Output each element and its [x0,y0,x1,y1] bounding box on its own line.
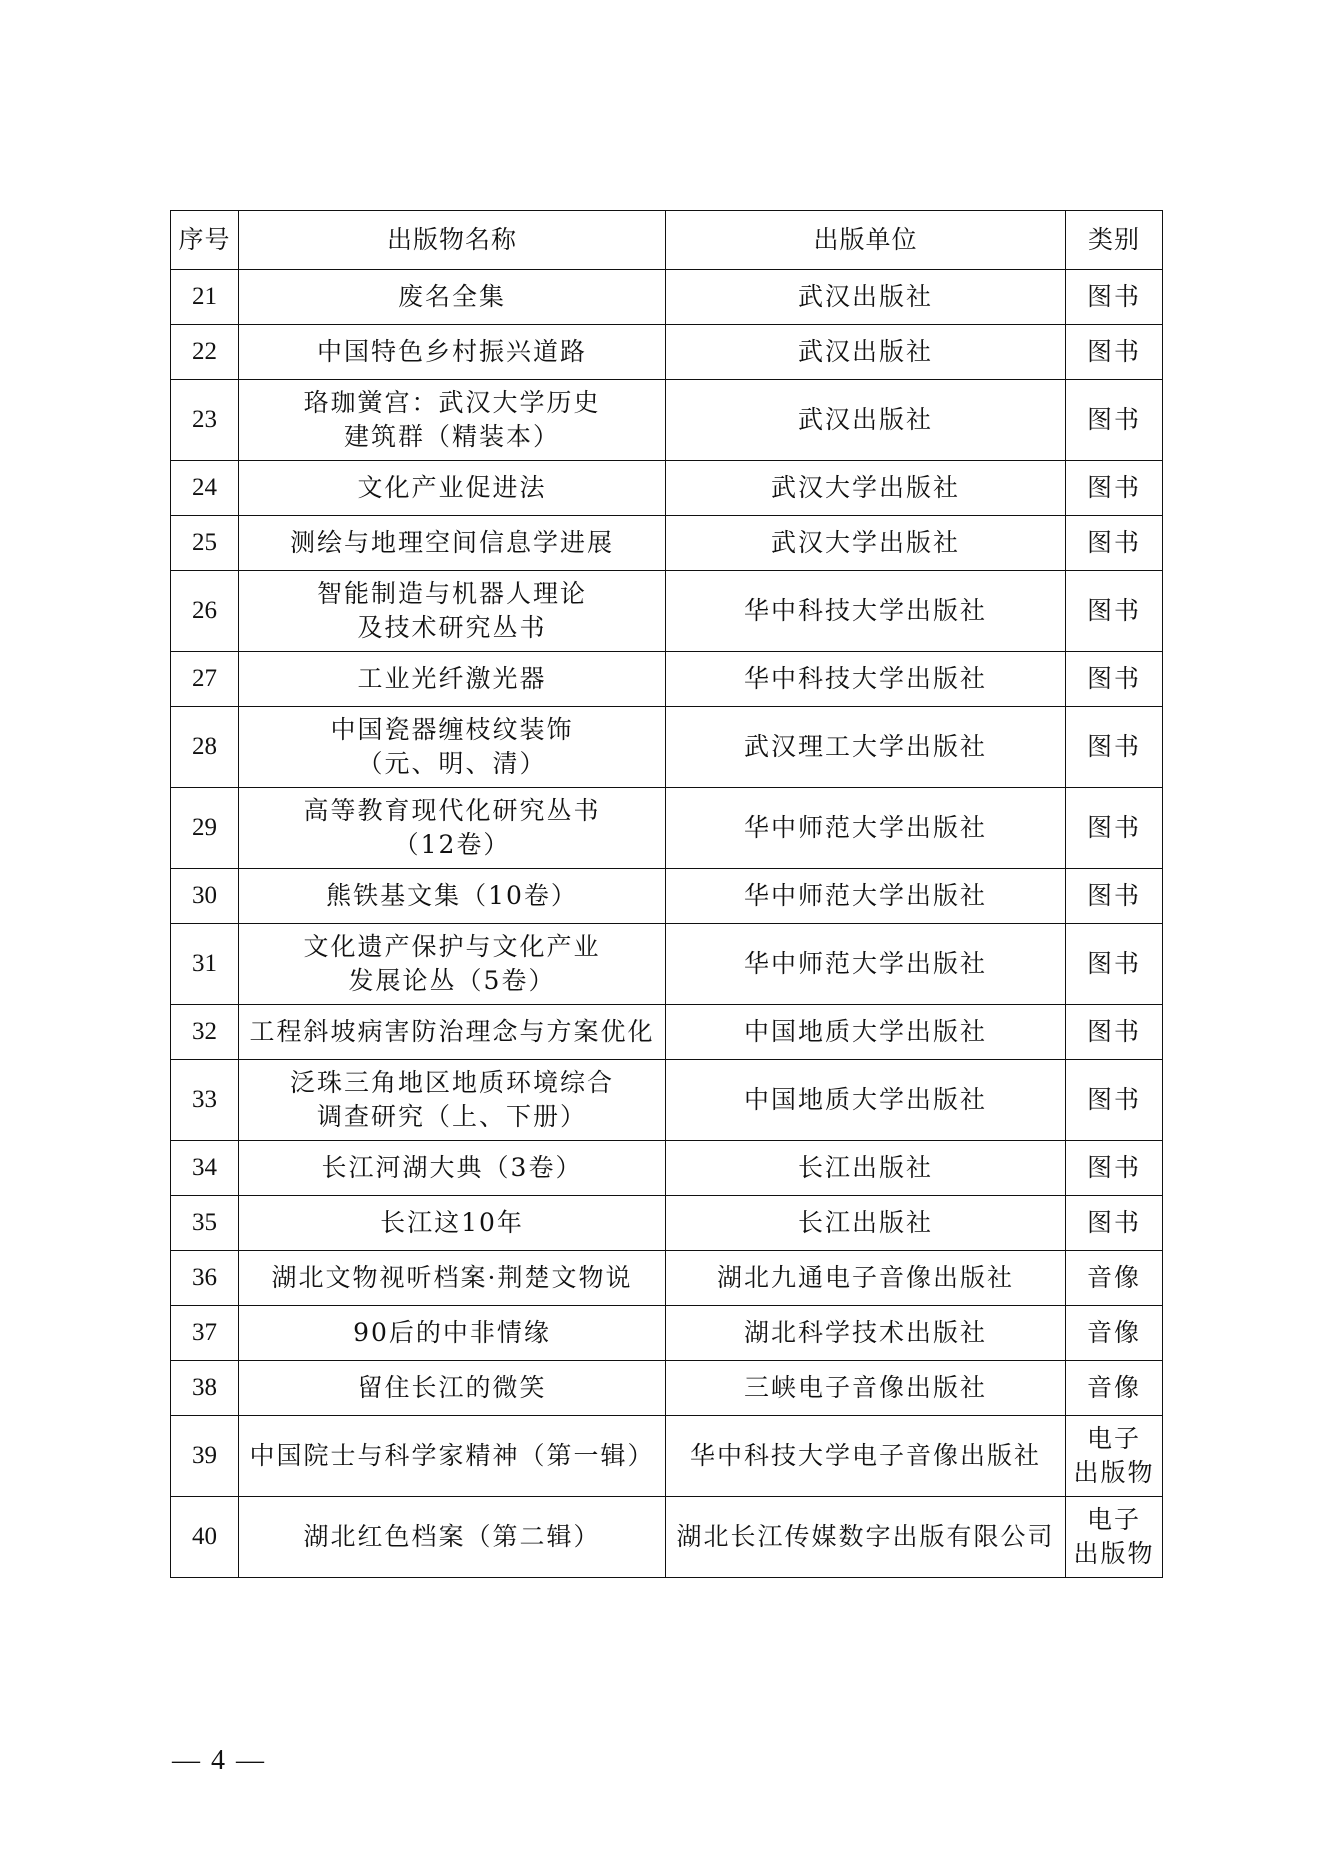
cell-serial-number: 39 [171,1416,239,1497]
publication-name-line: 中国瓷器缠枝纹装饰 [330,715,574,744]
publication-name-line: 测绘与地理空间信息学进展 [289,528,614,557]
publication-name-line: 调查研究（上、下册） [316,1102,587,1131]
category-line: 图书 [1086,1085,1141,1114]
cell-publication-name [239,1306,666,1361]
cell-publication-name [239,571,666,652]
category-line: 图书 [1086,528,1141,557]
cell-serial-number: 22 [171,325,239,380]
category-line: 图书 [1086,473,1141,502]
cell-publication-name [239,1196,666,1251]
cell-serial-number: 25 [171,516,239,571]
table-row [171,516,1163,571]
publication-name-line: 湖北红色档案（第二辑） [303,1522,601,1551]
category-line: 出版物 [1073,1458,1155,1487]
table-row [171,788,1163,869]
cell-category [1066,707,1163,788]
header-publication-name: 出版物名称 [239,211,666,270]
publication-name-line: （元、明、清） [357,749,547,778]
category-line: 音像 [1086,1318,1141,1347]
table-row [171,1141,1163,1196]
publication-name-line: 长江河湖大典（3卷） [321,1153,583,1182]
cell-publication-name [239,1005,666,1060]
cell-publisher: 长江出版社 [666,1196,1066,1251]
cell-publisher: 华中师范大学出版社 [666,788,1066,869]
category-line: 图书 [1086,732,1141,761]
publication-name-line: 建筑群（精装本） [343,422,560,451]
cell-serial-number: 29 [171,788,239,869]
table-row [171,325,1163,380]
cell-serial-number: 40 [171,1497,239,1578]
category-line: 图书 [1086,949,1141,978]
publication-name-line: （12卷） [393,830,511,859]
header-category: 类别 [1066,211,1163,270]
table-row [171,924,1163,1005]
publication-name-line: 工程斜坡病害防治理念与方案优化 [249,1017,655,1046]
header-serial-number: 序号 [171,211,239,270]
category-line: 图书 [1086,337,1141,366]
table-row [171,652,1163,707]
cell-publisher: 武汉大学出版社 [666,461,1066,516]
publication-name-line: 文化产业促进法 [357,473,547,502]
cell-publication-name [239,1141,666,1196]
table-row [171,461,1163,516]
cell-publisher: 武汉大学出版社 [666,516,1066,571]
table-row [171,1060,1163,1141]
cell-publisher: 武汉出版社 [666,270,1066,325]
publication-name-line: 熊铁基文集（10卷） [326,881,578,910]
cell-category [1066,1497,1163,1578]
cell-publication-name [239,270,666,325]
category-line: 图书 [1086,596,1141,625]
cell-category [1066,788,1163,869]
cell-serial-number: 33 [171,1060,239,1141]
publication-name-line: 及技术研究丛书 [357,613,547,642]
table-row [171,1306,1163,1361]
cell-publisher: 湖北科学技术出版社 [666,1306,1066,1361]
cell-serial-number: 35 [171,1196,239,1251]
category-line: 图书 [1086,881,1141,910]
category-line: 图书 [1086,1208,1141,1237]
cell-category [1066,869,1163,924]
cell-serial-number: 34 [171,1141,239,1196]
cell-publisher: 三峡电子音像出版社 [666,1361,1066,1416]
cell-serial-number: 28 [171,707,239,788]
cell-category [1066,270,1163,325]
table-row [171,1361,1163,1416]
header-publisher: 出版单位 [666,211,1066,270]
cell-publication-name [239,707,666,788]
table-row [171,1251,1163,1306]
cell-category [1066,1416,1163,1497]
cell-publication-name [239,516,666,571]
publication-name-line: 留住长江的微笑 [357,1373,547,1402]
table-row [171,1005,1163,1060]
cell-publication-name [239,1251,666,1306]
cell-publication-name [239,1497,666,1578]
table-row [171,1196,1163,1251]
cell-publisher: 中国地质大学出版社 [666,1060,1066,1141]
cell-category [1066,1060,1163,1141]
publication-name-line: 废名全集 [397,282,506,311]
table-row [171,707,1163,788]
cell-publication-name [239,1361,666,1416]
table-row [171,270,1163,325]
cell-category [1066,1306,1163,1361]
category-line: 电子 [1086,1505,1141,1534]
cell-serial-number: 27 [171,652,239,707]
cell-publisher: 长江出版社 [666,1141,1066,1196]
publications-table [170,210,1163,1578]
cell-category [1066,924,1163,1005]
cell-publication-name [239,788,666,869]
publication-name-line: 90后的中非情缘 [353,1318,551,1347]
cell-category [1066,380,1163,461]
cell-publication-name [239,1060,666,1141]
table-body [171,270,1163,1578]
cell-publisher: 华中科技大学电子音像出版社 [666,1416,1066,1497]
category-line: 音像 [1086,1373,1141,1402]
publication-name-line: 文化遗产保护与文化产业 [303,932,601,961]
category-line: 音像 [1086,1263,1141,1292]
publication-name-line: 智能制造与机器人理论 [316,579,587,608]
category-line: 图书 [1086,405,1141,434]
table-header-row [171,211,1163,270]
cell-serial-number: 37 [171,1306,239,1361]
category-line: 出版物 [1073,1539,1155,1568]
cell-category [1066,516,1163,571]
table-row [171,380,1163,461]
table-row [171,571,1163,652]
cell-publication-name [239,869,666,924]
cell-category [1066,1251,1163,1306]
page-number: — 4 — [172,1745,266,1776]
cell-serial-number: 26 [171,571,239,652]
publication-name-line: 湖北文物视听档案·荆楚文物说 [271,1263,633,1292]
cell-publication-name [239,325,666,380]
cell-publisher: 华中科技大学出版社 [666,652,1066,707]
cell-category [1066,1141,1163,1196]
category-line: 电子 [1086,1424,1141,1453]
publication-name-line: 泛珠三角地区地质环境综合 [289,1068,614,1097]
publication-name-line: 中国院士与科学家精神（第一辑） [249,1441,655,1470]
cell-serial-number: 23 [171,380,239,461]
cell-category [1066,1361,1163,1416]
cell-publication-name [239,461,666,516]
cell-publisher: 华中师范大学出版社 [666,869,1066,924]
cell-publication-name [239,380,666,461]
cell-serial-number: 21 [171,270,239,325]
table-row [171,1416,1163,1497]
category-line: 图书 [1086,813,1141,842]
cell-serial-number: 30 [171,869,239,924]
cell-category [1066,652,1163,707]
category-line: 图书 [1086,282,1141,311]
cell-serial-number: 38 [171,1361,239,1416]
cell-publisher: 湖北长江传媒数字出版有限公司 [666,1497,1066,1578]
cell-serial-number: 36 [171,1251,239,1306]
cell-publisher: 武汉理工大学出版社 [666,707,1066,788]
table-row [171,869,1163,924]
cell-publisher: 武汉出版社 [666,325,1066,380]
publication-name-line: 发展论丛（5卷） [348,966,556,995]
category-line: 图书 [1086,1017,1141,1046]
cell-publication-name [239,924,666,1005]
cell-publisher: 华中师范大学出版社 [666,924,1066,1005]
cell-category [1066,1005,1163,1060]
cell-serial-number: 24 [171,461,239,516]
cell-serial-number: 32 [171,1005,239,1060]
cell-serial-number: 31 [171,924,239,1005]
cell-publication-name [239,1416,666,1497]
cell-publisher: 华中科技大学出版社 [666,571,1066,652]
publication-name-line: 工业光纤激光器 [357,664,547,693]
cell-publication-name [239,652,666,707]
publication-name-line: 珞珈黉宫：武汉大学历史 [303,388,601,417]
cell-publisher: 武汉出版社 [666,380,1066,461]
cell-publisher: 中国地质大学出版社 [666,1005,1066,1060]
category-line: 图书 [1086,664,1141,693]
cell-category [1066,325,1163,380]
cell-publisher: 湖北九通电子音像出版社 [666,1251,1066,1306]
publication-name-line: 长江这10年 [380,1208,524,1237]
publication-name-line: 高等教育现代化研究丛书 [303,796,601,825]
publication-name-line: 中国特色乡村振兴道路 [316,337,587,366]
table-row [171,1497,1163,1578]
cell-category [1066,571,1163,652]
cell-category [1066,461,1163,516]
cell-category [1066,1196,1163,1251]
category-line: 图书 [1086,1153,1141,1182]
